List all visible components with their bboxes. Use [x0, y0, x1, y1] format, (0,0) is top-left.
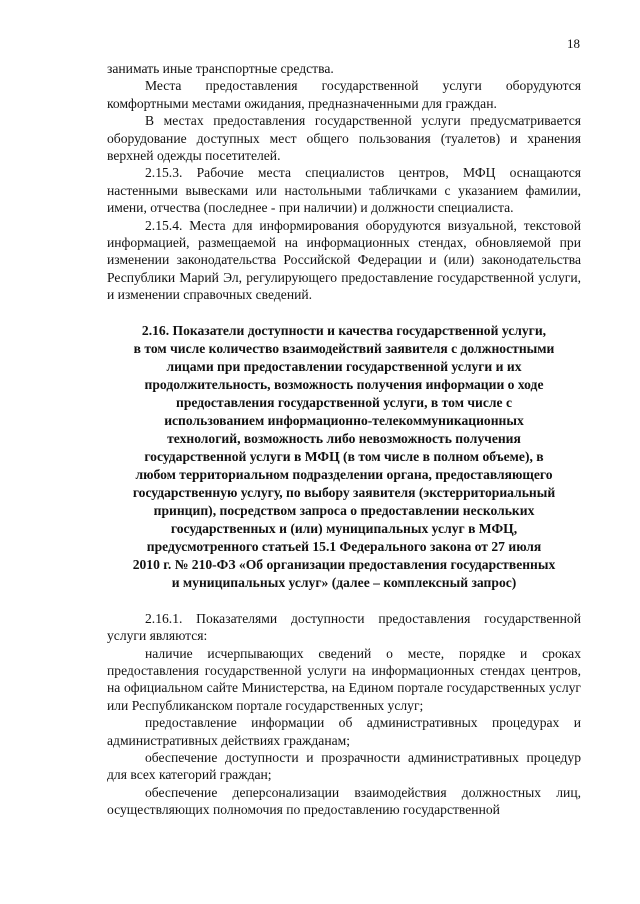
heading-line: любом территориальном подразделении органа, предоставляющего [135, 466, 553, 482]
paragraph: предоставление информации об административных процедурах и административных действиях гражданам; [107, 715, 581, 748]
heading-line: использованием информационно-телекоммуникационных [164, 412, 524, 428]
paragraph: обеспечение деперсонализации взаимодействия должностных лиц, осуществляющих полномочия по предоставлению государственной [107, 784, 581, 818]
paragraph: В местах предоставления государственной услуги предусматривается оборудование доступных мест общего пользования (туалетов) и хранения верхней одежды посетителей. [107, 113, 581, 164]
paragraph: занимать иные транспортные средства. [107, 61, 334, 76]
heading-line: технологий, возможность либо невозможность получения [167, 430, 521, 446]
heading-line: государственную услугу, по выбору заявителя (экстерриториальный [132, 484, 556, 500]
heading-line: продолжительность, возможность получения информации о ходе [144, 376, 544, 392]
paragraph: 2.15.4. Места для информирования оборудуются визуальной, текстовой информацией, размещаемой на информационных стендах, обновляемой при изменении законодательства Российской Федерации и (или) законодательства Республики Марий Эл, регулирующего предоставление государственной услуги, и изменении справочных сведений. [107, 217, 581, 303]
page-number: 18 [567, 36, 580, 51]
heading-line: государственных и (или) муниципальных услуг в МФЦ, [170, 520, 518, 536]
paragraph: 2.15.3. Рабочие места специалистов центров, МФЦ оснащаются настенными вывесками или настольными табличками с указанием фамилии, имени, отчества (последнее - при наличии) и должности специалиста. [107, 165, 581, 216]
paragraph: 2.16.1. Показателями доступности предоставления государственной услуги являются: [107, 610, 581, 644]
paragraph: обеспечение доступности и прозрачности административных процедур для всех категорий граждан; [107, 749, 581, 783]
heading-line: 2010 г. № 210-ФЗ «Об организации предоставления государственных [132, 556, 556, 572]
paragraph: наличие исчерпывающих сведений о месте, порядке и сроках предоставления государственной услуги на информационных стендах центров, на официальном сайте Министерства, на Едином портале государственных услуг или Республиканском портале государственных услуг; [107, 645, 581, 713]
document-body [107, 60, 581, 819]
heading-line: предусмотренного статьей 15.1 Федерального закона от 27 июля [146, 538, 542, 554]
paragraph: Места предоставления государственной услуги оборудуются комфортными местами ожидания, предназначенными для граждан. [107, 78, 581, 111]
heading-line: и муниципальных услуг» (далее – комплексный запрос) [171, 574, 517, 590]
heading-line: предоставления государственной услуги, в том числе с [176, 394, 512, 410]
heading-line: государственной услуги в МФЦ (в том числе в полном объеме), в [144, 448, 544, 464]
heading-line: 2.16. Показатели доступности и качества государственной услуги, [141, 322, 547, 338]
heading-line: в том числе количество взаимодействий заявителя с должностными [133, 340, 555, 356]
heading-line: принцип), посредством запроса о предоставлении нескольких [153, 502, 535, 518]
section-heading [107, 322, 581, 592]
heading-line: лицами при предоставлении государственной услуги и их [166, 358, 522, 374]
